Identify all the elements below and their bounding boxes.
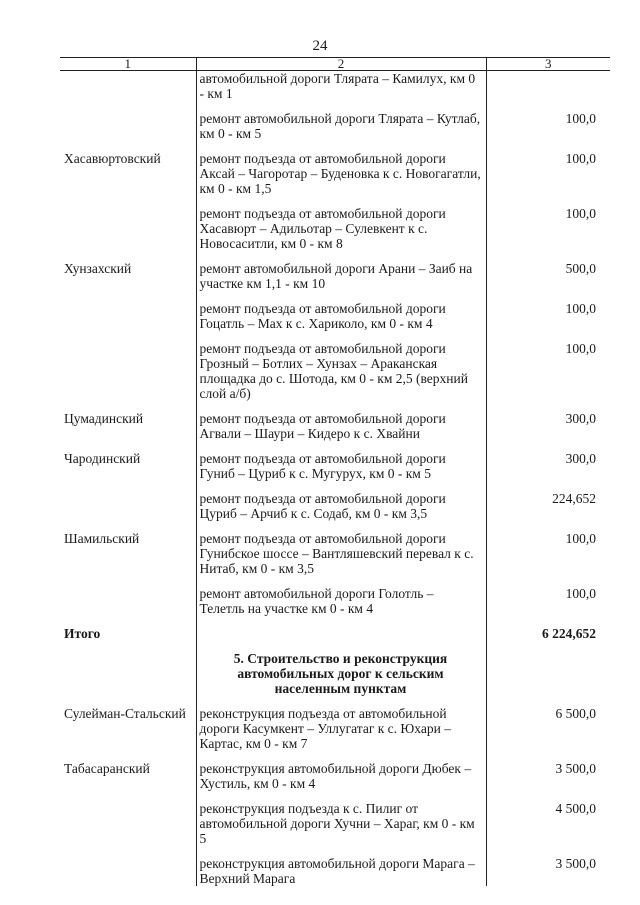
- amount-cell: 4 500,0: [555, 801, 596, 816]
- section-heading: 5. Строительство и реконструкция автомобильных дорог к сельским населенным пунктам: [196, 651, 486, 696]
- row-gap: [60, 791, 610, 801]
- amount-cell: 100,0: [565, 151, 596, 166]
- page-number: 24: [312, 38, 328, 54]
- amount-cell: 3 500,0: [555, 761, 596, 776]
- table-row: [60, 586, 610, 616]
- district-cell: [60, 341, 196, 401]
- table-row: [60, 341, 610, 401]
- amount-cell: 300,0: [565, 411, 596, 426]
- table-row: [60, 491, 610, 521]
- district-cell: Итого: [64, 626, 101, 641]
- district-cell: Хасавюртовский: [64, 151, 161, 166]
- description-cell: автомобильной дороги Тлярата – Камилух, км 0 - км 1: [196, 71, 486, 102]
- header-col-2: 2: [196, 58, 486, 71]
- table-row: [60, 151, 610, 196]
- description-cell: ремонт подъезда от автомобильной дороги Гоцатль – Мах к с. Хариколо, км 0 - км 4: [196, 301, 486, 331]
- description-cell: реконструкция автомобильной дороги Марага – Верхний Марага: [196, 856, 486, 886]
- district-cell: Цумадинский: [64, 411, 144, 426]
- table-row: [60, 801, 610, 846]
- district-cell: Шамильский: [64, 531, 140, 546]
- description-cell: ремонт автомобильной дороги Арани – Заиб на участке км 1,1 - км 10: [196, 261, 486, 291]
- amount-cell: 100,0: [565, 111, 596, 126]
- header-col-3: 3: [486, 58, 610, 71]
- amount-cell: 100,0: [565, 301, 596, 316]
- table-row: [60, 206, 610, 251]
- table-row: [60, 71, 610, 102]
- district-cell: [60, 301, 196, 331]
- district-cell: [60, 111, 196, 141]
- table-row: [60, 856, 610, 886]
- row-gap: [60, 141, 610, 151]
- row-gap: [60, 576, 610, 586]
- table-row: [60, 706, 610, 751]
- amount-cell: 6 500,0: [555, 706, 596, 721]
- table-body: [60, 71, 610, 887]
- amount-cell: 500,0: [565, 261, 596, 276]
- district-cell: [60, 586, 196, 616]
- amount-cell: 100,0: [565, 206, 596, 221]
- district-cell: [60, 491, 196, 521]
- row-gap: [60, 641, 610, 651]
- section-heading-row: [60, 651, 610, 696]
- row-gap: [60, 521, 610, 531]
- amount-cell: [486, 71, 610, 102]
- table-row: [60, 411, 610, 441]
- district-cell: [60, 71, 196, 102]
- amount-cell: 100,0: [565, 341, 596, 356]
- table-header-row: [60, 58, 610, 71]
- description-cell: реконструкция подъезда к с. Пилиг от автомобильной дороги Хучни – Хараг, км 0 - км 5: [196, 801, 486, 846]
- district-cell: Сулейман-Стальский: [64, 706, 186, 721]
- table-row: [60, 261, 610, 291]
- row-gap: [60, 101, 610, 111]
- row-gap: [60, 251, 610, 261]
- row-gap: [60, 401, 610, 411]
- description-cell: реконструкция подъезда от автомобильной дороги Касумкент – Уллугатаг к с. Юхари – Картас, км 0 - км 7: [196, 706, 486, 751]
- row-gap: [60, 441, 610, 451]
- table-row: [60, 111, 610, 141]
- description-cell: ремонт автомобильной дороги Тлярата – Кутлаб, км 0 - км 5: [196, 111, 486, 141]
- header-col-1: 1: [60, 58, 196, 71]
- description-cell: ремонт подъезда от автомобильной дороги Агвали – Шаури – Кидеро к с. Хвайни: [196, 411, 486, 441]
- table-row: [60, 761, 610, 791]
- district-cell: [60, 801, 196, 846]
- row-gap: [60, 331, 610, 341]
- row-gap: [60, 696, 610, 706]
- row-gap: [60, 481, 610, 491]
- description-cell: ремонт подъезда от автомобильной дороги Гунибское шоссе – Вантляшевский перевал к с. Нитаб, км 0 - км 3,5: [196, 531, 486, 576]
- district-cell: Табасаранский: [64, 761, 150, 776]
- row-gap: [60, 291, 610, 301]
- amount-cell: 224,652: [552, 491, 596, 506]
- row-gap: [60, 196, 610, 206]
- description-cell: реконструкция автомобильной дороги Дюбек – Хустиль, км 0 - км 4: [196, 761, 486, 791]
- amount-cell: 6 224,652: [542, 626, 596, 641]
- description-cell: ремонт подъезда от автомобильной дороги Грозный – Ботлих – Хунзах – Араканская площадка до с. Шотода, км 0 - км 2,5 (верхний слой а/б): [196, 341, 486, 401]
- row-gap: [60, 616, 610, 626]
- amount-cell: 100,0: [565, 586, 596, 601]
- description-cell: ремонт подъезда от автомобильной дороги Гуниб – Цуриб к с. Мугурух, км 0 - км 5: [196, 451, 486, 481]
- table-row: [60, 301, 610, 331]
- description-cell: ремонт подъезда от автомобильной дороги Цуриб – Арчиб к с. Содаб, км 0 - км 3,5: [196, 491, 486, 521]
- amount-cell: 100,0: [565, 531, 596, 546]
- total-row: [60, 626, 610, 641]
- district-cell: [60, 206, 196, 251]
- amount-cell: 3 500,0: [555, 856, 596, 871]
- description-cell: ремонт подъезда от автомобильной дороги Хасавюрт – Адильотар – Сулевкент к с. Новосаситли, км 0 - км 8: [196, 206, 486, 251]
- district-cell: Хунзахский: [64, 261, 132, 276]
- row-gap: [60, 846, 610, 856]
- district-cell: Чародинский: [64, 451, 141, 466]
- description-cell: [196, 626, 486, 641]
- table-row: [60, 451, 610, 481]
- row-gap: [60, 751, 610, 761]
- table-row: [60, 531, 610, 576]
- amount-cell: 300,0: [565, 451, 596, 466]
- budget-table: [60, 57, 610, 886]
- district-cell: [60, 856, 196, 886]
- description-cell: ремонт подъезда от автомобильной дороги Аксай – Чагоротар – Буденовка к с. Новогагатли, км 0 - км 1,5: [196, 151, 486, 196]
- description-cell: ремонт автомобильной дороги Голотль – Телетль на участке км 0 - км 4: [196, 586, 486, 616]
